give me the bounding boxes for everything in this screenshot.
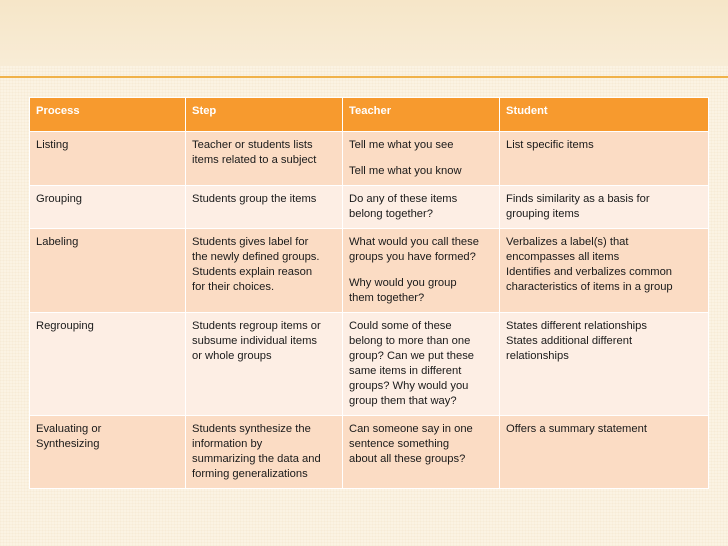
student-text-line: encompasses all items [506,251,620,263]
student-text-line: Identifies and verbalizes common [506,266,673,278]
student-text-line: Finds similarity as a basis for [506,193,650,205]
student-text-line: Offers a summary statement [506,423,647,435]
student-text-line: characteristics of items in a group [506,281,673,293]
table-row [30,313,709,416]
teacher-text-line: What would you call these [349,236,479,248]
step-text-line: forming generalizations [192,468,308,480]
cell-step [186,416,343,489]
student-text-line: relationships [506,350,569,362]
teacher-text-line: Tell me what you see [349,139,454,151]
table-row [30,229,709,313]
title-area [0,0,728,66]
step-text-line: Students group the items [192,193,317,205]
cell-student [500,132,709,186]
step-text-line: summarizing the data and [192,453,321,465]
cell-process [30,229,186,313]
step-text-line: Teacher or students lists [192,139,313,151]
teacher-text-line: groups you have formed? [349,251,476,263]
table-row [30,186,709,229]
teacher-text-line: them together? [349,292,425,304]
cell-teacher [343,186,500,229]
cell-step [186,132,343,186]
cell-student [500,416,709,489]
process-text-line: Regrouping [36,320,94,332]
step-text-line: for their choices. [192,281,275,293]
teacher-text-line: Could some of these [349,320,452,332]
student-text-line: List specific items [506,139,594,151]
teacher-text-line: about all these groups? [349,453,466,465]
cell-process [30,186,186,229]
cell-process [30,416,186,489]
table-row [30,416,709,489]
title-divider [0,76,728,78]
header-step: Step [186,98,343,132]
process-text-line: Synthesizing [36,438,100,450]
cell-student [500,186,709,229]
student-text-line: grouping items [506,208,580,220]
teacher-text-line: Why would you group [349,277,457,289]
teacher-text-line: groups? Why would you [349,380,469,392]
step-text-line: subsume individual items [192,335,317,347]
teacher-text-line: Do any of these items [349,193,458,205]
teacher-text-line [349,265,493,276]
cell-step [186,229,343,313]
teacher-text-line: Tell me what you know [349,165,462,177]
teacher-text-line: group? Can we put these [349,350,475,362]
step-text-line: the newly defined groups. [192,251,320,263]
cell-process [30,132,186,186]
teacher-text-line: belong to more than one [349,335,471,347]
step-text-line: Students explain reason [192,266,313,278]
header-row [30,98,709,132]
cell-teacher [343,313,500,416]
header-teacher: Teacher [343,98,500,132]
process-text-line: Listing [36,139,69,151]
teacher-text-line: group them that way? [349,395,457,407]
cell-teacher [343,416,500,489]
process-table-container [29,97,708,489]
process-text-line: Grouping [36,193,83,205]
process-text-line: Labeling [36,236,79,248]
student-text-line: States additional different [506,335,633,347]
table-row [30,132,709,186]
cell-teacher [343,132,500,186]
cell-step [186,186,343,229]
step-text-line: Students regroup items or [192,320,321,332]
teacher-text-line: belong together? [349,208,433,220]
cell-process [30,313,186,416]
step-text-line: or whole groups [192,350,272,362]
step-text-line: information by [192,438,263,450]
header-student: Student [500,98,709,132]
step-text-line: items related to a subject [192,154,317,166]
student-text-line: States different relationships [506,320,647,332]
process-table [29,97,709,489]
teacher-text-line: Can someone say in one [349,423,473,435]
teacher-text-line: sentence something [349,438,450,450]
cell-student [500,313,709,416]
student-text-line: Verbalizes a label(s) that [506,236,629,248]
cell-teacher [343,229,500,313]
teacher-text-line: same items in different [349,365,462,377]
step-text-line: Students gives label for [192,236,309,248]
step-text-line: Students synthesize the [192,423,311,435]
teacher-text-line [349,153,493,164]
process-text-line: Evaluating or [36,423,102,435]
cell-step [186,313,343,416]
cell-student [500,229,709,313]
header-process: Process [30,98,186,132]
